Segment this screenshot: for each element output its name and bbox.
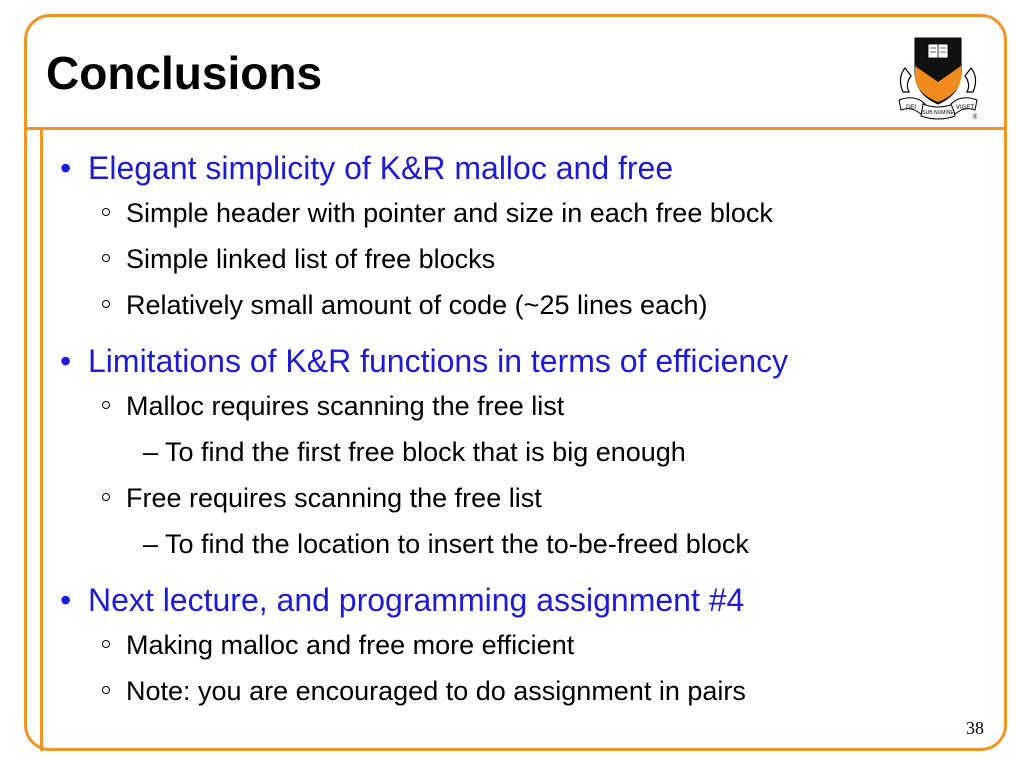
sub-bullet-text: Free requires scanning the free list bbox=[126, 483, 542, 513]
title-divider bbox=[24, 127, 1007, 130]
slide-title: Conclusions bbox=[46, 47, 323, 99]
hollow-circle-bullet-icon bbox=[102, 640, 110, 648]
sub-bullet-text: Malloc requires scanning the free list bbox=[126, 391, 565, 421]
hollow-circle-bullet-icon bbox=[102, 254, 110, 262]
sub-bullet-item bbox=[60, 383, 990, 429]
logo-registered-mark: ® bbox=[972, 114, 978, 120]
bullet-heading-text: Limitations of K&R functions in terms of efficiency bbox=[88, 343, 789, 379]
bullet-dot-icon: • bbox=[60, 343, 72, 379]
sub-bullet-item bbox=[60, 622, 990, 668]
sub-sub-bullet-item bbox=[60, 429, 990, 475]
dash-bullet-icon: – bbox=[143, 437, 159, 467]
sub-bullet-text: Simple header with pointer and size in each free block bbox=[126, 198, 773, 228]
sub-bullet-item bbox=[60, 475, 990, 521]
bullet-dot-icon: • bbox=[60, 582, 72, 618]
hollow-circle-bullet-icon bbox=[102, 493, 110, 501]
bullet-heading bbox=[60, 339, 990, 383]
bullet-heading-text: Next lecture, and programming assignment #4 bbox=[88, 582, 745, 618]
bullet-heading-text: Elegant simplicity of K&R malloc and free bbox=[88, 150, 674, 186]
sub-bullet-text: Relatively small amount of code (~25 lines each) bbox=[126, 290, 708, 320]
bullet-heading bbox=[60, 578, 990, 622]
bullet-dot-icon: • bbox=[60, 150, 72, 186]
logo-motto-center: SUB NUMINE bbox=[922, 110, 954, 116]
princeton-shield-icon bbox=[895, 30, 981, 120]
hollow-circle-bullet-icon bbox=[102, 300, 110, 308]
logo-motto-left: DEI bbox=[905, 105, 917, 111]
hollow-circle-bullet-icon bbox=[102, 208, 110, 216]
left-rule bbox=[40, 127, 43, 751]
sub-bullet-item bbox=[60, 236, 990, 282]
sub-bullet-item bbox=[60, 282, 990, 328]
sub-sub-bullet-text: To find the first free block that is big enough bbox=[165, 437, 686, 467]
sub-bullet-item bbox=[60, 668, 990, 714]
sub-bullet-item bbox=[60, 190, 990, 236]
bullet-section bbox=[60, 578, 990, 714]
bullet-heading bbox=[60, 146, 990, 190]
sub-sub-bullet-item bbox=[60, 521, 990, 567]
hollow-circle-bullet-icon bbox=[102, 686, 110, 694]
hollow-circle-bullet-icon bbox=[102, 401, 110, 409]
sub-bullet-text: Simple linked list of free blocks bbox=[126, 244, 496, 274]
bullet-list bbox=[60, 146, 990, 725]
sub-bullet-text: Making malloc and free more efficient bbox=[126, 630, 575, 660]
sub-bullet-text: Note: you are encouraged to do assignment in pairs bbox=[126, 676, 746, 706]
dash-bullet-icon: – bbox=[143, 529, 159, 559]
sub-sub-bullet-text: To find the location to insert the to-be-freed block bbox=[165, 529, 749, 559]
logo-motto-right: VIGET bbox=[955, 105, 975, 111]
bullet-section bbox=[60, 339, 990, 567]
bullet-section bbox=[60, 146, 990, 328]
page-number: 38 bbox=[966, 718, 984, 738]
